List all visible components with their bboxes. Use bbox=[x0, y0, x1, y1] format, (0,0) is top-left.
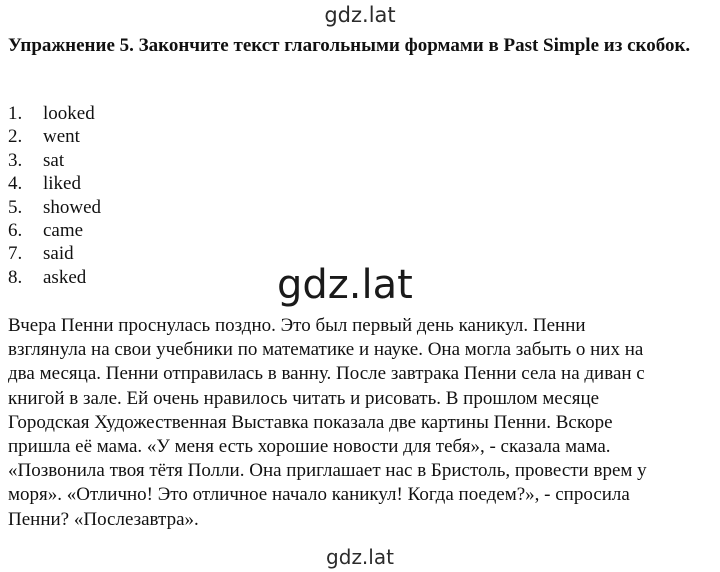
answer-text: came bbox=[43, 219, 84, 241]
answer-text: said bbox=[43, 243, 74, 265]
answer-text: liked bbox=[43, 173, 81, 195]
answer-number: 4. bbox=[8, 173, 23, 195]
translation-line: моря». «Отлично! Это отличное начало каникул! Когда поедем?», - спросила bbox=[8, 484, 630, 506]
answer-number: 2. bbox=[8, 126, 23, 148]
answer-number: 8. bbox=[8, 266, 23, 288]
translation-line: «Позвонила твоя тётя Полли. Она приглашает нас в Бристоль, провести врем у bbox=[8, 460, 647, 482]
answer-item bbox=[8, 102, 101, 125]
answer-number: 3. bbox=[8, 149, 23, 171]
answer-text: sat bbox=[43, 149, 65, 171]
watermark-middle: gdz.lat bbox=[277, 262, 413, 308]
watermark-top: gdz.lat bbox=[324, 3, 396, 27]
exercise-title: Упражнение 5. Закончите текст глагольными формами в Past Simple из скобок. bbox=[8, 35, 691, 56]
answer-text: asked bbox=[43, 266, 87, 288]
translation-line: два месяца. Пенни отправилась в ванну. После завтрака Пенни села на диван с bbox=[8, 363, 645, 385]
answer-item bbox=[8, 149, 101, 172]
translation-paragraph bbox=[8, 314, 714, 532]
answer-item bbox=[8, 242, 101, 265]
watermark-bottom: gdz.lat bbox=[326, 545, 394, 569]
answer-number: 7. bbox=[8, 243, 23, 265]
answer-item bbox=[8, 125, 101, 148]
answer-number: 5. bbox=[8, 196, 23, 218]
answer-list bbox=[8, 102, 101, 289]
answer-item bbox=[8, 266, 101, 289]
translation-line: Пенни? «Послезавтра». bbox=[8, 508, 199, 530]
translation-line: Городская Художественная Выставка показала две картины Пенни. Вскоре bbox=[8, 411, 613, 433]
answer-item bbox=[8, 172, 101, 195]
answer-text: went bbox=[43, 126, 80, 148]
translation-line: книгой в зале. Ей очень нравилось читать и рисовать. В прошлом месяце bbox=[8, 387, 600, 409]
answer-text: showed bbox=[43, 196, 102, 218]
translation-line: взглянула на свои учебники по математике и науке. Она могла забыть о них на bbox=[8, 339, 644, 361]
translation-line: пришла её мама. «У меня есть хорошие новости для тебя», - сказала мама. bbox=[8, 436, 611, 458]
answer-number: 6. bbox=[8, 219, 23, 241]
translation-line: Вчера Пенни проснулась поздно. Это был первый день каникул. Пенни bbox=[8, 315, 586, 336]
answer-number: 1. bbox=[8, 103, 23, 124]
answer-item bbox=[8, 196, 101, 219]
answer-item bbox=[8, 219, 101, 242]
answer-text: looked bbox=[43, 103, 95, 124]
